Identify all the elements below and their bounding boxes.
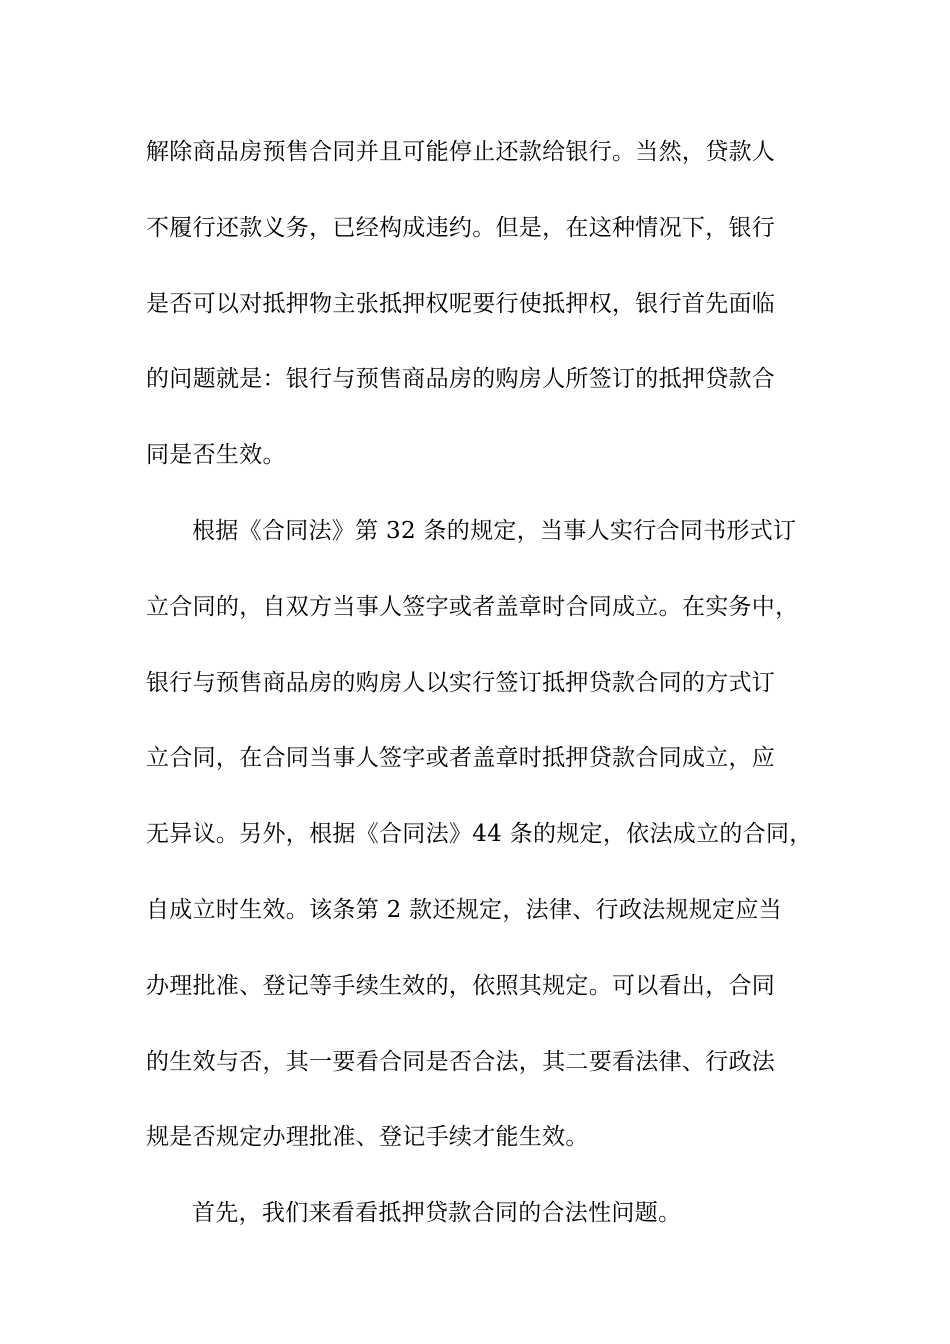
text-line: 不履行还款义务，已经构成违约。但是，在这种情况下，银行 xyxy=(146,214,776,241)
text-line: 的生效与否，其一要看合同是否合法，其二要看法律、行政法 xyxy=(146,1048,776,1075)
text-line: 同是否生效。 xyxy=(146,442,286,469)
body-text xyxy=(146,129,816,1266)
text-line: 立合同的，自双方当事人签字或者盖章时合同成立。在实务中， xyxy=(146,593,799,620)
text-line: 办理批准、登记等手续生效的，依照其规定。可以看出，合同 xyxy=(146,972,776,999)
text-line-paragraph-start: 首先，我们来看看抵押贷款合同的合法性问题。 xyxy=(192,1200,682,1227)
text-line: 解除商品房预售合同并且可能停止还款给银行。当然，贷款人 xyxy=(146,139,776,165)
text-line: 自成立时生效。该条第 2 款还规定，法律、行政法规规定应当 xyxy=(146,896,782,923)
text-line: 立合同，在合同当事人签字或者盖章时抵押贷款合同成立，应 xyxy=(146,745,776,772)
text-line: 的问题就是：银行与预售商品房的购房人所签订的抵押贷款合 xyxy=(146,366,776,393)
text-line: 规是否规定办理批准、登记手续才能生效。 xyxy=(146,1124,589,1151)
text-line-paragraph-start: 根据《合同法》第 32 条的规定，当事人实行合同书形式订 xyxy=(192,517,797,544)
text-line: 无异议。另外，根据《合同法》44 条的规定，依法成立的合同， xyxy=(146,821,813,848)
text-line: 银行与预售商品房的购房人以实行签订抵押贷款合同的方式订 xyxy=(146,669,776,696)
text-line: 是否可以对抵押物主张抵押权呢要行使抵押权，银行首先面临 xyxy=(146,290,776,317)
